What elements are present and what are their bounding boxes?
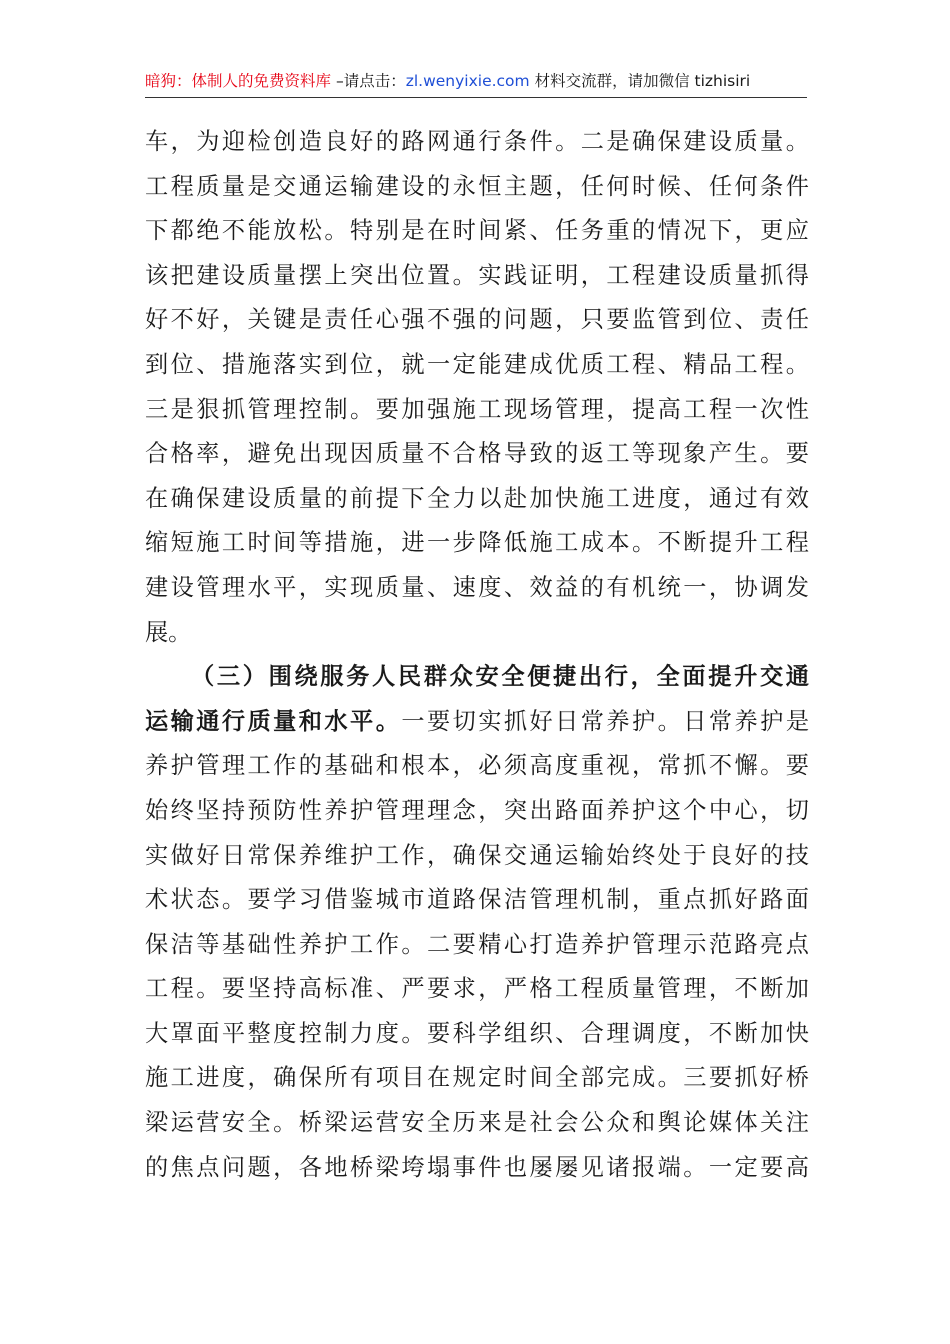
paragraph-line: 的焦点问题，各地桥梁垮塌事件也屡屡见诸报端。一定要高	[145, 1153, 809, 1181]
paragraph-line: 始终坚持预防性养护管理理念，突出路面养护这个中心，切	[145, 796, 809, 824]
paragraph-line: 三是狠抓管理控制。要加强施工现场管理，提高工程一次性	[145, 395, 809, 423]
paragraph-line: 车，为迎检创造良好的路网通行条件。二是确保建设质量。	[145, 128, 809, 155]
paragraph-line: 展。	[145, 618, 192, 646]
paragraph-line: 好不好，关键是责任心强不强的问题，只要监管到位、责任	[145, 306, 809, 334]
paragraph-line: 在确保建设质量的前提下全力以赴加快施工进度，通过有效	[145, 484, 809, 512]
page-header	[145, 66, 805, 96]
paragraph-line: 保洁等基础性养护工作。二要精心打造养护管理示范路亮点	[145, 930, 809, 958]
paragraph-line: 养护管理工作的基础和根本，必须高度重视，常抓不懈。要	[145, 752, 809, 780]
paragraph-line: 到位、措施落实到位，就一定能建成优质工程、精品工程。	[145, 350, 809, 378]
paragraph-line: 该把建设质量摆上突出位置。实践证明，工程建设质量抓得	[145, 261, 809, 289]
paragraph-line: 施工进度，确保所有项目在规定时间全部完成。三要抓好桥	[145, 1064, 809, 1092]
section-heading: （三）围绕服务人民群众安全便捷出行，全面提升交通	[191, 663, 809, 691]
header-click-prompt: –请点击：	[331, 72, 406, 90]
paragraph-line: 合格率，避免出现因质量不合格导致的返工等现象产生。要	[145, 440, 809, 468]
paragraph-line: 下都绝不能放松。特别是在时间紧、任务重的情况下，更应	[145, 217, 809, 245]
paragraph-line: 缩短施工时间等措施，进一步降低施工成本。不断提升工程	[145, 529, 809, 557]
header-site-name: 暗狗：体制人的免费资料库	[145, 72, 332, 90]
document-body	[145, 120, 809, 1190]
header-site-link[interactable]: zl.wenyixie.com	[405, 72, 530, 90]
paragraph-line: 实做好日常保养维护工作，确保交通运输始终处于良好的技	[145, 841, 809, 869]
paragraph-text: 一要切实抓好日常养护。日常养护是	[401, 707, 809, 735]
paragraph-line: 大罩面平整度控制力度。要科学组织、合理调度，不断加快	[145, 1019, 809, 1047]
paragraph-line: 工程。要坚持高标准、严要求，严格工程质量管理，不断加	[145, 975, 809, 1003]
section-heading-end: 运输通行质量和水平。	[145, 707, 402, 735]
header-divider	[145, 97, 807, 98]
paragraph-line: 工程质量是交通运输建设的永恒主题，任何时候、任何条件	[145, 172, 809, 200]
paragraph-line: 建设管理水平，实现质量、速度、效益的有机统一，协调发	[145, 573, 809, 601]
paragraph-line	[145, 700, 809, 745]
header-wechat-note: 材料交流群，请加微信 tizhisiri	[529, 72, 751, 90]
paragraph-line: 梁运营安全。桥梁运营安全历来是社会公众和舆论媒体关注	[145, 1109, 809, 1137]
paragraph-line: 术状态。要学习借鉴城市道路保洁管理机制，重点抓好路面	[145, 886, 809, 914]
